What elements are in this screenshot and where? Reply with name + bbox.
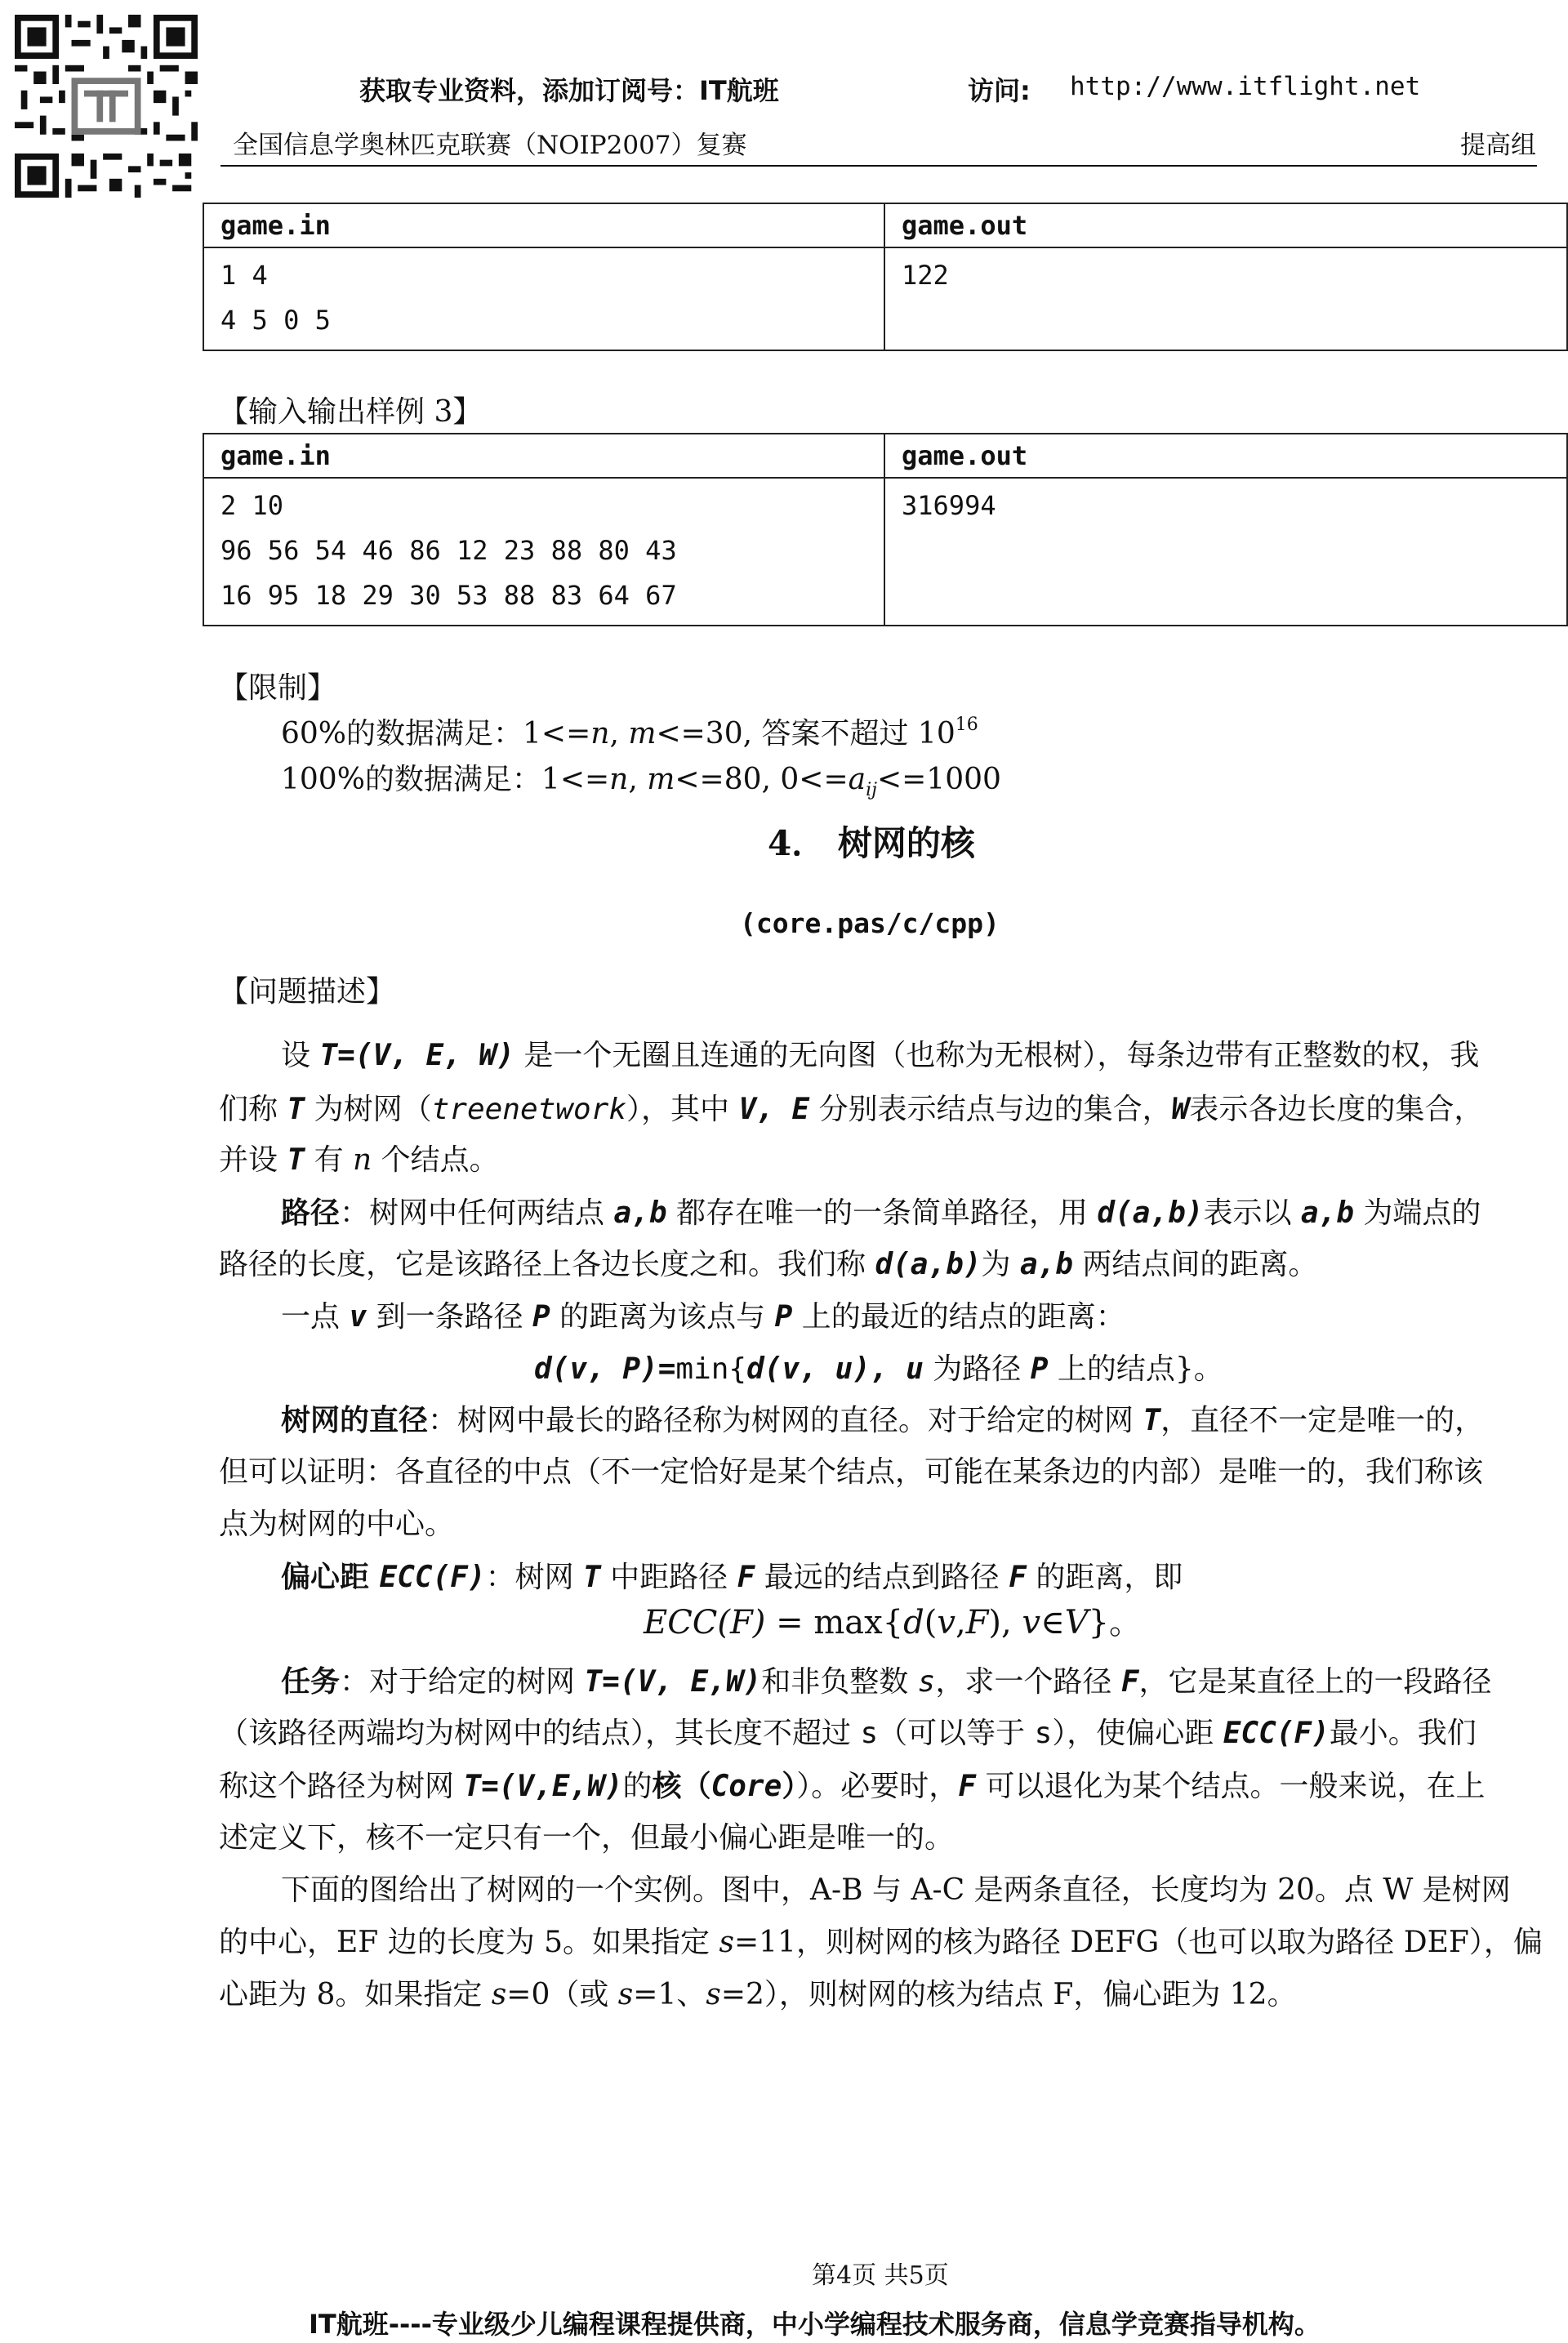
para-line: 任务：对于给定的树网 T=(V, E,W)和非负整数 s，求一个路径 F，它是某直径上的一段路径	[281, 1664, 1492, 1699]
para-line: 下面的图给出了树网的一个实例。图中，A-B 与 A-C 是两条直径，长度均为 20。点 W 是树网	[281, 1873, 1511, 1907]
sample3-output-cell	[884, 478, 1567, 626]
sample2-out-header: game.out	[884, 203, 1567, 247]
header-group-label: 提高组	[1460, 131, 1536, 160]
header-divider	[220, 165, 1537, 167]
limits-label: 【限制】	[219, 671, 337, 705]
sample3-input-line: 16 95 18 29 30 53 88 83 64 67	[220, 580, 677, 611]
page-number: 第4页 共5页	[812, 2261, 949, 2290]
footer-tagline: IT航班----专业级少儿编程课程提供商，中小学编程技术服务商，信息学竞赛指导机构。	[309, 2309, 1321, 2340]
sample2-input-cell	[203, 247, 884, 350]
para-line: 偏心距 ECC(F)：树网 T 中距路径 F 最远的结点到路径 F 的距离，即	[281, 1560, 1183, 1594]
sample3-input-line: 2 10	[220, 490, 284, 521]
para-line: 述定义下，核不一定只有一个，但最小偏心距是唯一的。	[219, 1821, 955, 1855]
sample3-label: 【输入输出样例 3】	[219, 395, 483, 429]
sample3-table	[203, 433, 1568, 626]
sample2-input-line: 4 5 0 5	[220, 305, 331, 336]
header-url-link[interactable]: http://www.itflight.net	[1070, 72, 1421, 101]
header-contest-title: 全国信息学奥林匹克联赛（NOIP2007）复赛	[233, 131, 747, 160]
problem-file: (core.pas/c/cpp)	[740, 907, 1000, 939]
sample2-table	[203, 203, 1568, 351]
sample2-output-line: 122	[902, 260, 949, 291]
sample2-in-header: game.in	[203, 203, 884, 247]
formula-distance: d(v, P)=min{d(v, u), u 为路径 P 上的结点}。	[534, 1352, 1223, 1386]
sample3-output-line: 316994	[902, 490, 996, 521]
sample3-input-line: 96 56 54 46 86 12 23 88 80 43	[220, 535, 677, 566]
para-line: 树网的直径：树网中最长的路径称为树网的直径。对于给定的树网 T，直径不一定是唯一的，	[281, 1403, 1485, 1437]
sample3-out-header: game.out	[884, 434, 1567, 478]
para-line: 们称 T 为树网（treenetwork），其中 V, E 分别表示结点与边的集合，W表示各边长度的集合，	[219, 1093, 1484, 1126]
para-line: （该路径两端均为树网中的结点），其长度不超过 s（可以等于 s），使偏心距 ECC(F)最小。我们	[219, 1717, 1477, 1750]
para-line: 但可以证明：各直径的中点（不一定恰好是某个结点，可能在某条边的内部）是唯一的，我们称该	[219, 1455, 1484, 1489]
header-promo-text: 获取专业资料，添加订阅号：IT航班	[359, 75, 779, 106]
problem-title: 4． 树网的核	[768, 823, 975, 863]
para-line: 设 T=(V, E, W) 是一个无圈且连通的无向图（也称为无根树），每条边带有正整数的权，我	[281, 1039, 1480, 1072]
para-line: 的中心，EF 边的长度为 5。如果指定 s=11，则树网的核为路径 DEFG（也可以取为路径 DEF），偏	[219, 1926, 1543, 1959]
sample2-input-line: 1 4	[220, 260, 268, 291]
formula-ecc: ECC(F) = max{d(v,F), v∈V}。	[644, 1604, 1143, 1641]
para-line: 并设 T 有 n 个结点。	[219, 1143, 499, 1177]
sample2-output-cell	[884, 247, 1567, 350]
limits-line-2: 100%的数据满足：1<=n, m<=80, $0<=a_{ij}<=1000$	[281, 763, 1001, 800]
qr-code-icon	[15, 15, 198, 198]
problem-desc-label: 【问题描述】	[219, 975, 396, 1009]
para-line: 路径：树网中任何两结点 a,b 都存在唯一的一条简单路径，用 d(a,b)表示以 a,b 为端点的	[281, 1196, 1481, 1230]
para-line: 点为树网的中心。	[219, 1508, 455, 1541]
header-visit-label: 访问:	[968, 75, 1031, 106]
sample3-in-header: game.in	[203, 434, 884, 478]
para-line: 称这个路径为树网 T=(V,E,W)的核（Core））。必要时，F 可以退化为某个结点。一般来说，在上	[219, 1769, 1486, 1803]
sample3-input-cell	[203, 478, 884, 626]
para-line: 一点 v 到一条路径 P 的距离为该点与 P 上的最近的结点的距离：	[281, 1300, 1125, 1334]
limits-line-1: 60%的数据满足：1<=n, m<=30, 答案不超过 $10^{16}$	[281, 715, 978, 751]
para-line: 心距为 8。如果指定 s=0（或 s=1、s=2），则树网的核为结点 F，偏心距为 12。	[219, 1978, 1297, 2011]
para-line: 路径的长度，它是该路径上各边长度之和。我们称 d(a,b)为 a,b 两结点间的距离。	[219, 1248, 1318, 1281]
